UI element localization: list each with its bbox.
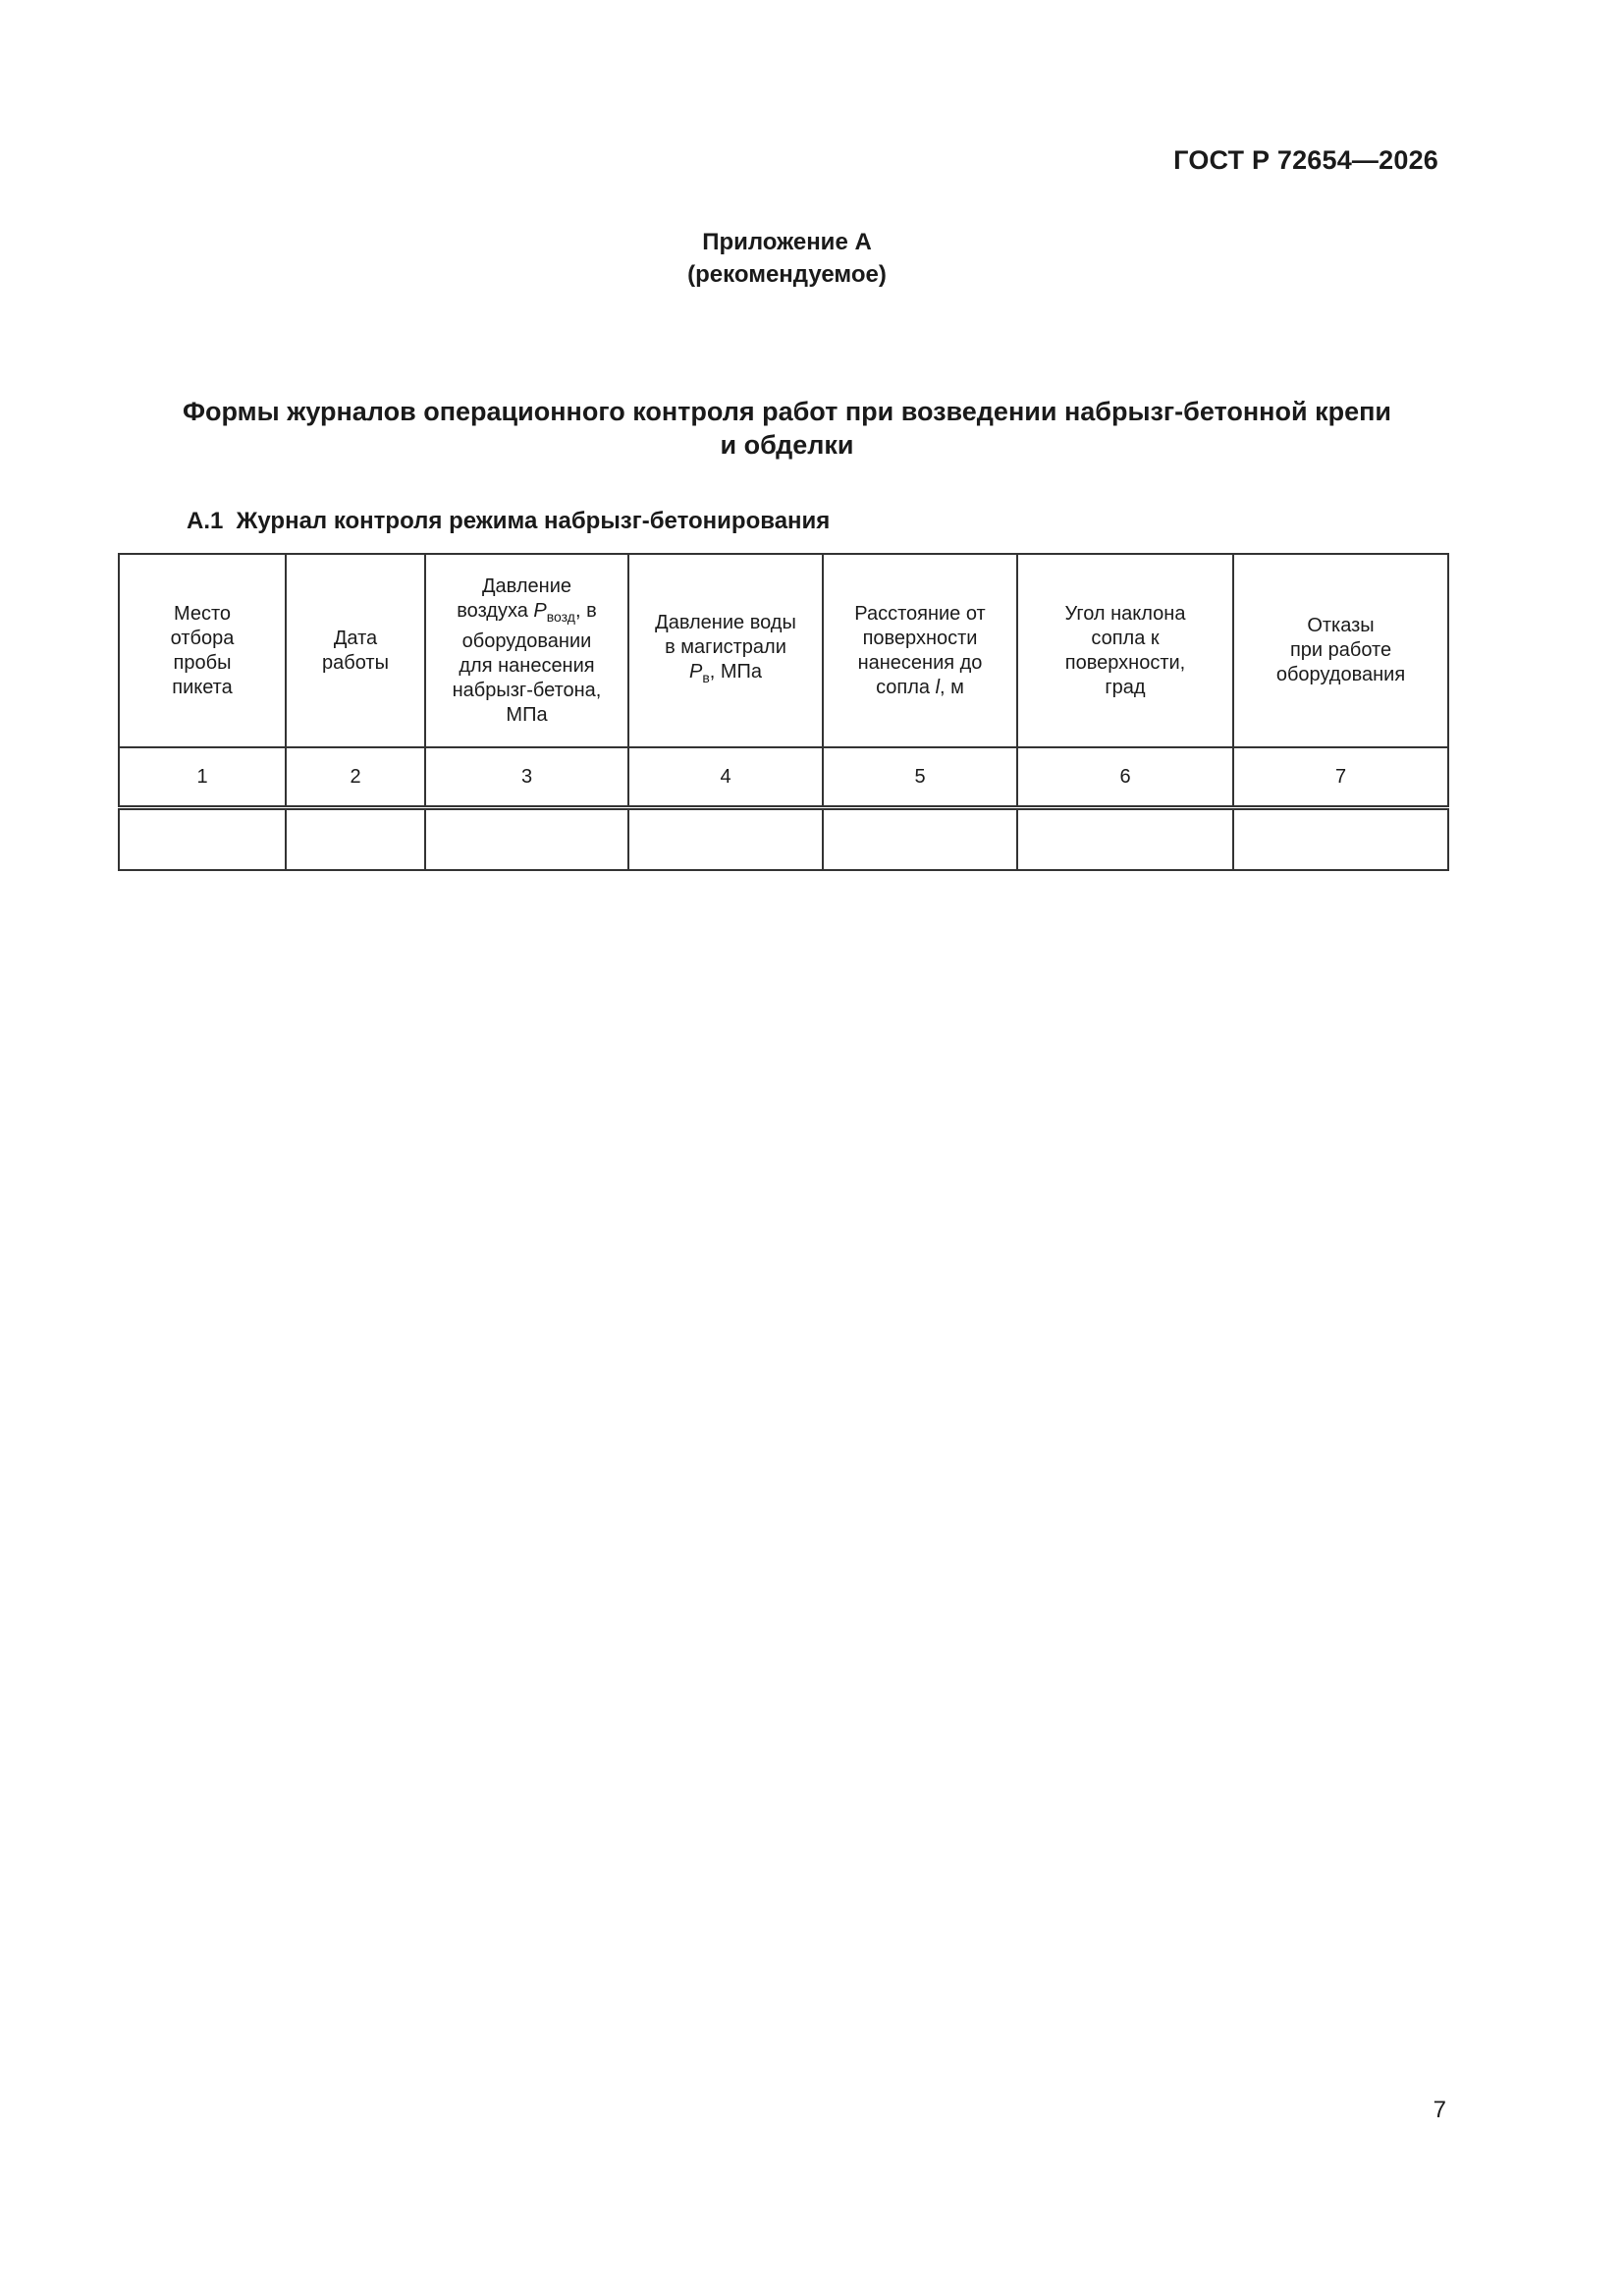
empty-cell	[286, 808, 425, 871]
column-header-sampling-location: Место отбора пробы пикета	[119, 554, 286, 747]
column-number: 2	[286, 747, 425, 808]
form-title-line-2: и обделки	[720, 430, 854, 460]
appendix-heading	[0, 226, 1574, 291]
column-number: 6	[1017, 747, 1233, 808]
empty-cell	[1233, 808, 1448, 871]
column-header-nozzle-angle: Угол наклона сопла к поверхности, град	[1017, 554, 1233, 747]
empty-cell	[119, 808, 286, 871]
column-header-equipment-failures: Отказы при работе оборудования	[1233, 554, 1448, 747]
column-number: 7	[1233, 747, 1448, 808]
appendix-title: Приложение А	[702, 229, 872, 255]
column-header-water-pressure: Давление воды в магистрали $Р_в$, МПа	[628, 554, 823, 747]
column-number: 1	[119, 747, 286, 808]
appendix-status: (рекомендуемое)	[687, 261, 887, 288]
column-number-row	[119, 747, 1448, 808]
column-header-air-pressure: Давление воздуха $Р_{возд}$, в оборудовании для нанесения набрызг-бетона, МПа	[425, 554, 628, 747]
form-title-line-1: Формы журналов операционного контроля работ при возведении набрызг-бетонной крепи	[182, 397, 1392, 426]
column-number: 3	[425, 747, 628, 808]
column-number: 4	[628, 747, 823, 808]
page-number: 7	[1433, 2097, 1446, 2123]
section-title: А.1 Журнал контроля режима набрызг-бетонирования	[187, 508, 831, 534]
empty-entry-row	[119, 808, 1448, 871]
empty-cell	[823, 808, 1017, 871]
empty-cell	[425, 808, 628, 871]
empty-cell	[1017, 808, 1233, 871]
column-header-nozzle-distance: Расстояние от поверхности нанесения до сопла l, м	[823, 554, 1017, 747]
document-code: ГОСТ Р 72654—2026	[1173, 145, 1438, 175]
header-row	[119, 554, 1448, 747]
empty-cell	[628, 808, 823, 871]
journal-table	[118, 553, 1449, 871]
form-title	[0, 395, 1574, 462]
column-header-work-date: Дата работы	[286, 554, 425, 747]
column-number: 5	[823, 747, 1017, 808]
